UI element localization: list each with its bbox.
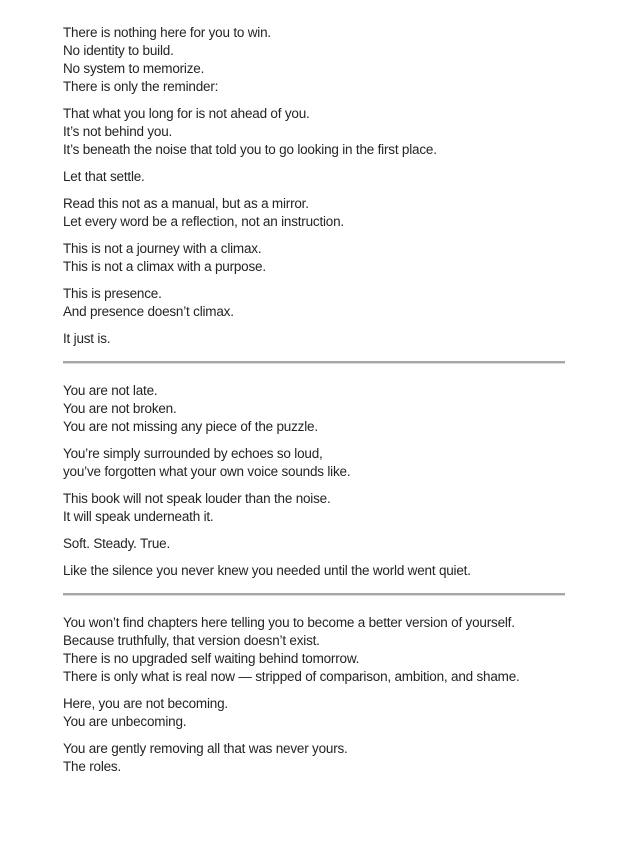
text-line: No identity to build. (63, 43, 174, 58)
text-line: It’s not behind you. (63, 124, 173, 139)
text-line: You’re simply surrounded by echoes so loud, (63, 446, 323, 461)
text-line: You are not missing any piece of the puzzle. (63, 419, 318, 434)
paragraph (63, 285, 565, 321)
text-line: It’s beneath the noise that told you to go looking in the first place. (63, 142, 437, 157)
text-line: Let that settle. (63, 169, 145, 184)
paragraph (63, 24, 565, 96)
text-line: And presence doesn’t climax. (63, 304, 234, 319)
paragraph (63, 740, 565, 776)
text-line: You are not late. (63, 383, 158, 398)
text-line: There is only what is real now — stripped of comparison, ambition, and shame. (63, 669, 520, 684)
text-line: It will speak underneath it. (63, 509, 214, 524)
text-line: Like the silence you never knew you needed until the world went quiet. (63, 563, 471, 578)
text-line: This is presence. (63, 286, 162, 301)
paragraph (63, 490, 565, 526)
section-divider (63, 593, 565, 596)
text-line: You won’t find chapters here telling you to become a better version of yourself. (63, 615, 515, 630)
text-line: There is only the reminder: (63, 79, 219, 94)
text-line: You are gently removing all that was never yours. (63, 741, 348, 756)
text-line: Here, you are not becoming. (63, 696, 228, 711)
text-line: Let every word be a reflection, not an instruction. (63, 214, 344, 229)
paragraph (63, 330, 565, 348)
section-divider (63, 361, 565, 364)
paragraph (63, 445, 565, 481)
text-line: There is no upgraded self waiting behind tomorrow. (63, 651, 360, 666)
document-body (63, 24, 565, 776)
paragraph (63, 562, 565, 580)
text-line: This book will not speak louder than the noise. (63, 491, 331, 506)
text-line: That what you long for is not ahead of you. (63, 106, 310, 121)
text-line: This is not a journey with a climax. (63, 241, 262, 256)
paragraph (63, 382, 565, 436)
paragraph (63, 614, 565, 686)
paragraph (63, 168, 565, 186)
text-line: Because truthfully, that version doesn’t exist. (63, 633, 320, 648)
text-line: This is not a climax with a purpose. (63, 259, 266, 274)
text-line: The roles. (63, 759, 122, 774)
paragraph (63, 195, 565, 231)
paragraph (63, 105, 565, 159)
paragraph (63, 240, 565, 276)
text-line: Soft. Steady. True. (63, 536, 171, 551)
text-line: Read this not as a manual, but as a mirror. (63, 196, 309, 211)
text-line: It just is. (63, 331, 111, 346)
text-line: You are not broken. (63, 401, 177, 416)
text-line: you’ve forgotten what your own voice sounds like. (63, 464, 351, 479)
text-line: No system to memorize. (63, 61, 205, 76)
text-line: There is nothing here for you to win. (63, 25, 271, 40)
text-line: You are unbecoming. (63, 714, 187, 729)
paragraph (63, 695, 565, 731)
paragraph (63, 535, 565, 553)
